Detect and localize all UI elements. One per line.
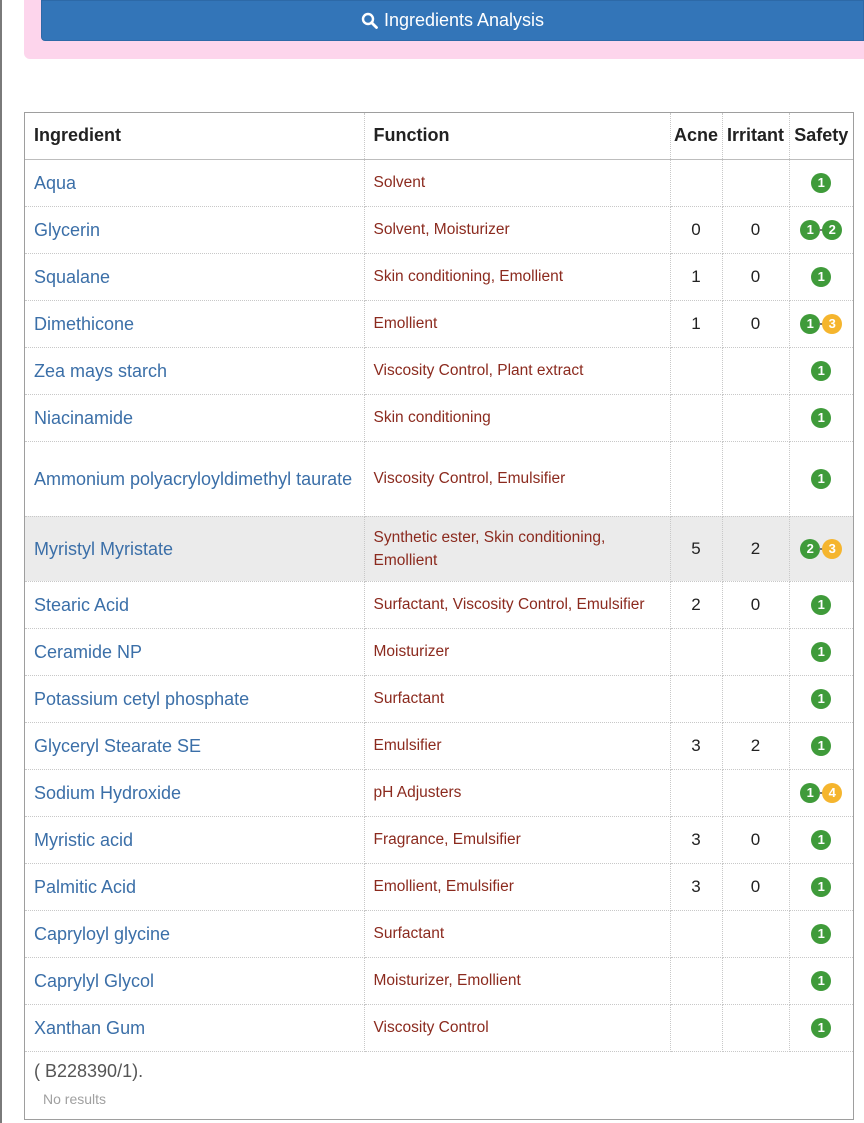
column-header-acne[interactable]: Acne [670,113,722,159]
table-row [25,769,853,816]
search-icon [361,12,378,29]
product-code: ( B228390/1). [34,1061,144,1081]
ingredient-name-link[interactable]: Caprylyl Glycol [25,957,364,1004]
safety-rating [789,816,853,863]
safety-score-badge: 1 [800,314,820,334]
ingredient-name-link[interactable]: Potassium cetyl phosphate [25,675,364,722]
acne-rating: 1 [670,253,722,300]
ingredient-name-link[interactable]: Myristic acid [25,816,364,863]
irritant-rating: 2 [722,722,789,769]
table-row [25,722,853,769]
safety-rating [789,300,853,347]
column-header-ingredient[interactable]: Ingredient [25,113,364,159]
irritant-rating: 0 [722,816,789,863]
acne-rating: 3 [670,816,722,863]
safety-score-badge: 1 [811,971,831,991]
acne-rating [670,347,722,394]
safety-badges [811,877,831,897]
acne-rating: 3 [670,722,722,769]
irritant-rating: 0 [722,206,789,253]
column-header-safety[interactable]: Safety [789,113,853,159]
table-row [25,957,853,1004]
safety-rating [789,910,853,957]
ingredient-name-link[interactable]: Stearic Acid [25,581,364,628]
acne-rating [670,394,722,441]
acne-rating: 3 [670,863,722,910]
irritant-rating [722,347,789,394]
ingredient-function: Fragrance, Emulsifier [364,816,670,863]
safety-score-badge: 3 [822,539,842,559]
table-row [25,581,853,628]
table-row [25,159,853,206]
no-results-text: No results [43,1091,107,1107]
ingredient-function: Surfactant [364,910,670,957]
safety-badges [800,783,842,803]
ingredient-name-link[interactable]: Palmitic Acid [25,863,364,910]
acne-rating [670,159,722,206]
ingredient-name-link[interactable]: Myristyl Myristate [25,516,364,581]
safety-rating [789,441,853,516]
ingredient-name-link[interactable]: Dimethicone [25,300,364,347]
safety-score-badge: 1 [811,1018,831,1038]
acne-rating: 5 [670,516,722,581]
table-row [25,910,853,957]
ingredient-function: Emulsifier [364,722,670,769]
acne-rating [670,675,722,722]
irritant-rating: 0 [722,581,789,628]
ingredient-function: Emollient, Emulsifier [364,863,670,910]
table-row [25,1004,853,1051]
safety-rating [789,628,853,675]
acne-rating: 1 [670,300,722,347]
ingredient-name-link[interactable]: Zea mays starch [25,347,364,394]
safety-score-badge: 1 [811,736,831,756]
ingredient-function: Surfactant [364,675,670,722]
safety-rating [789,769,853,816]
safety-badges [811,267,831,287]
safety-badges [811,1018,831,1038]
safety-badges [811,173,831,193]
safety-rating [789,581,853,628]
ingredient-function: Emollient [364,300,670,347]
acne-rating [670,441,722,516]
irritant-rating: 0 [722,863,789,910]
safety-score-badge: 4 [822,783,842,803]
safety-rating [789,394,853,441]
safety-score-badge: 2 [800,539,820,559]
table-row [25,300,853,347]
safety-score-badge: 1 [811,469,831,489]
table-row [25,347,853,394]
irritant-rating [722,441,789,516]
table-header-row [25,113,853,159]
ingredient-name-link[interactable]: Capryloyl glycine [25,910,364,957]
safety-badges [800,539,842,559]
ingredient-name-link[interactable]: Glycerin [25,206,364,253]
acne-rating [670,628,722,675]
irritant-rating [722,628,789,675]
ingredients-analysis-button[interactable] [41,0,864,41]
table-row [25,253,853,300]
safety-badges [811,408,831,428]
safety-score-badge: 1 [811,642,831,662]
ingredient-name-link[interactable]: Glyceryl Stearate SE [25,722,364,769]
acne-rating [670,1004,722,1051]
acne-rating [670,910,722,957]
ingredient-function: Skin conditioning [364,394,670,441]
safety-rating [789,863,853,910]
table-row [25,863,853,910]
irritant-rating [722,957,789,1004]
safety-badges [811,830,831,850]
safety-score-badge: 1 [800,220,820,240]
safety-badges [811,642,831,662]
irritant-rating [722,1004,789,1051]
irritant-rating: 0 [722,253,789,300]
safety-rating [789,516,853,581]
safety-score-badge: 1 [811,408,831,428]
safety-rating [789,722,853,769]
ingredient-function: Solvent, Moisturizer [364,206,670,253]
ingredient-function: Viscosity Control [364,1004,670,1051]
safety-badges [811,736,831,756]
safety-score-badge: 1 [811,830,831,850]
safety-badges [811,361,831,381]
ingredient-function: Moisturizer [364,628,670,675]
safety-rating [789,957,853,1004]
acne-rating [670,957,722,1004]
irritant-rating: 2 [722,516,789,581]
safety-badges [811,595,831,615]
safety-badges [811,971,831,991]
safety-score-badge: 1 [811,689,831,709]
ingredient-function: Solvent [364,159,670,206]
safety-score-badge: 1 [811,877,831,897]
ingredient-name-link[interactable]: Xanthan Gum [25,1004,364,1051]
table-row [25,675,853,722]
ingredient-function: Viscosity Control, Emulsifier [364,441,670,516]
table-row [25,441,853,516]
ingredient-name-link[interactable]: Sodium Hydroxide [25,769,364,816]
table-row [25,394,853,441]
safety-rating [789,206,853,253]
safety-score-badge: 1 [811,595,831,615]
irritant-rating [722,769,789,816]
ingredient-name-link[interactable]: Niacinamide [25,394,364,441]
safety-score-badge: 1 [811,267,831,287]
safety-score-badge: 1 [800,783,820,803]
ingredient-name-link[interactable]: Aqua [25,159,364,206]
table-row [25,516,853,581]
irritant-rating [722,394,789,441]
safety-badges [811,689,831,709]
ingredient-function: Viscosity Control, Plant extract [364,347,670,394]
ingredient-function: Synthetic ester, Skin conditioning, Emollient [364,516,670,581]
safety-rating [789,347,853,394]
ingredients-table [25,113,853,1052]
acne-rating [670,769,722,816]
safety-score-badge: 1 [811,924,831,944]
ingredient-function: pH Adjusters [364,769,670,816]
ingredient-name-link[interactable]: Ceramide NP [25,628,364,675]
safety-badges [811,469,831,489]
safety-rating [789,1004,853,1051]
acne-rating: 2 [670,581,722,628]
safety-rating [789,253,853,300]
safety-badges [800,220,842,240]
ingredient-function: Surfactant, Viscosity Control, Emulsifier [364,581,670,628]
acne-rating: 0 [670,206,722,253]
column-header-irritant[interactable]: Irritant [722,113,789,159]
safety-rating [789,159,853,206]
irritant-rating [722,910,789,957]
safety-score-badge: 1 [811,361,831,381]
ingredient-name-link[interactable]: Ammonium polyacryloyldimethyl taurate [25,441,364,516]
ingredient-function: Skin conditioning, Emollient [364,253,670,300]
ingredients-table-container [24,112,854,1120]
column-header-function[interactable]: Function [364,113,670,159]
safety-score-badge: 3 [822,314,842,334]
page-left-border [0,0,2,1123]
safety-score-badge: 1 [811,173,831,193]
safety-badges [800,314,842,334]
ingredients-analysis-label: Ingredients Analysis [383,10,545,30]
safety-rating [789,675,853,722]
table-row [25,628,853,675]
safety-badges [811,924,831,944]
ingredient-function: Moisturizer, Emollient [364,957,670,1004]
irritant-rating [722,159,789,206]
safety-score-badge: 2 [822,220,842,240]
table-row [25,816,853,863]
irritant-rating: 0 [722,300,789,347]
ingredient-name-link[interactable]: Squalane [25,253,364,300]
table-row [25,206,853,253]
irritant-rating [722,675,789,722]
